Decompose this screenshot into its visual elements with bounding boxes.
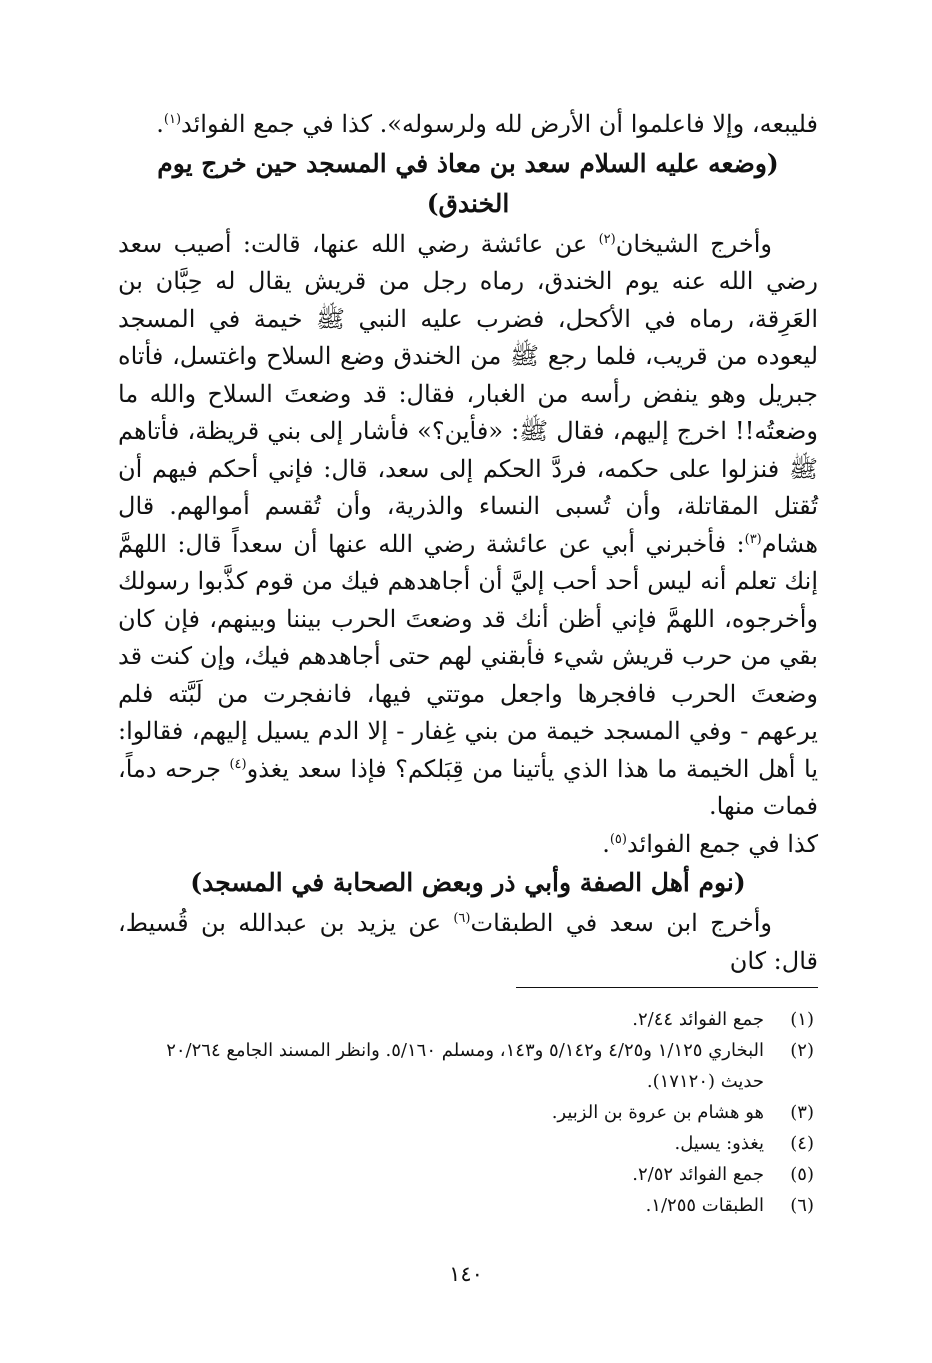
footnote-text: جمع الفوائد ٢/٤٤. bbox=[632, 1009, 764, 1030]
footnote-number: (١) bbox=[790, 1009, 814, 1030]
footnote-number: (٣) bbox=[790, 1102, 814, 1123]
footnote-text: هو هشام بن عروة بن الزبير. bbox=[551, 1102, 764, 1123]
footnote-marker[interactable]: (١) bbox=[163, 112, 182, 127]
paragraph-end: . bbox=[156, 110, 164, 138]
section-heading-khandaq: (وضعه عليه السلام سعد بن معاذ في المسجد حين خرج يوم الخندق) bbox=[157, 148, 779, 218]
page-number: ١٤٠ bbox=[449, 1262, 483, 1286]
footnote-marker[interactable]: (٦) bbox=[453, 911, 471, 926]
footnote-3 bbox=[118, 1097, 814, 1128]
paragraph-end: . bbox=[602, 829, 610, 858]
footnote-1 bbox=[118, 1004, 814, 1035]
footnotes bbox=[118, 1004, 814, 1221]
paragraph-citation bbox=[118, 826, 818, 864]
footnote-text: يغذو: يسيل. bbox=[674, 1133, 764, 1154]
footnote-marker[interactable]: (٢) bbox=[598, 231, 616, 247]
footnote-2 bbox=[118, 1035, 814, 1097]
paragraph-suffa bbox=[118, 905, 818, 980]
paragraph-text: عن عائشة رضي الله عنها، قالت: أصيب سعد رضي الله عنه يوم الخندق، رماه رجل من قريش يقال له حِبَّان بن العَرِقة، رماه في الأكحل، فضرب عليه النبي ﷺ خيمة في المسجد ليعوده من قريب، فلما رجع ﷺ من الخندق وضع السلاح واغتسل، فأتاه جبريل وهو ينفض رأسه من الغبار، فقال: قد وضعتَ السلاح والله ما وضعتُه!! اخرج إليهم، فقال ﷺ: «فأين؟» فأشار إلى بني قريظة، فأتاهم ﷺ فنزلوا على حكمه، فردَّ الحكم إلى سعد، قال: فإني أحكم فيهم أن تُقتل المقاتلة، وأن تُسبى النساء والذرية، وأن تُقسم أموالهم. قال هشام bbox=[118, 229, 818, 558]
footnote-text: جمع الفوائد ٢/٥٢. bbox=[632, 1164, 764, 1185]
footnote-text: البخاري ١/١٢٥ و٤/٢٥ و٥/١٤٢ و١٤٣، ومسلم ٥/١٦٠. وانظر المسند الجامع ٢٠/٢٦٤ حديث (١٧١٢٠). bbox=[166, 1040, 764, 1092]
paragraph-text: : فأخبرني أبي عن عائشة رضي الله عنها أن سعداً قال: اللهمَّ إنك تعلم أنه ليس أحد أحب إليَّ أن أجاهدهم فيك من قوم كذَّبوا رسولك وأخرجوه، اللهمَّ فإني أظن أنك قد وضعتَ الحرب بيننا وبينهم، فإن كان بقي من حرب قريش شيء فأبقني لهم حتى أجاهدهم فيك، وإن كنت قد وضعتَ الحرب فافجرها واجعل موتتي فيها، فانفجرت من لَبَّته فلم يرعهم - وفي المسجد خيمة من بني غِفار - إلا الدم يسيل إليهم، فقالوا: يا أهل الخيمة ما هذا الذي يأتينا من قِبَلكم؟ فإذا سعد يغذو bbox=[118, 529, 819, 783]
footnote-4 bbox=[118, 1128, 814, 1159]
footnote-number: (٦) bbox=[790, 1195, 814, 1216]
footnote-5 bbox=[118, 1159, 814, 1190]
footnote-number: (٢) bbox=[790, 1040, 814, 1061]
paragraph-text: فليبعه، وإلا فاعلموا أن الأرض لله ولرسوله». كذا في جمع الفوائد bbox=[181, 110, 818, 138]
footnote-marker[interactable]: (٥) bbox=[609, 831, 627, 847]
paragraph-continuation bbox=[118, 106, 818, 144]
section-heading-suffa: (نوم أهل الصفة وأبي ذر وبعض الصحابة في المسجد) bbox=[190, 868, 746, 897]
paragraph-text: وأخرج الشيخان bbox=[615, 229, 772, 258]
paragraph-main bbox=[118, 226, 818, 826]
footnote-marker[interactable]: (٤) bbox=[229, 756, 247, 772]
footnote-marker[interactable]: (٣) bbox=[744, 531, 762, 547]
paragraph-text: وأخرج ابن سعد في الطبقات bbox=[470, 909, 772, 937]
paragraph-text: كذا في جمع الفوائد bbox=[626, 829, 818, 858]
paragraph-text: عن يزيد بن عبدالله بن قُسيط، قال: كان bbox=[118, 909, 818, 975]
footnote-6 bbox=[118, 1190, 814, 1221]
paragraph-text: جرحه دماً، فمات منها. bbox=[118, 754, 818, 820]
footnote-number: (٥) bbox=[790, 1164, 814, 1185]
footnote-separator bbox=[516, 987, 818, 988]
page-body bbox=[118, 106, 818, 980]
footnote-text: الطبقات ١/٢٥٥. bbox=[645, 1195, 764, 1216]
footnote-number: (٤) bbox=[790, 1133, 814, 1154]
